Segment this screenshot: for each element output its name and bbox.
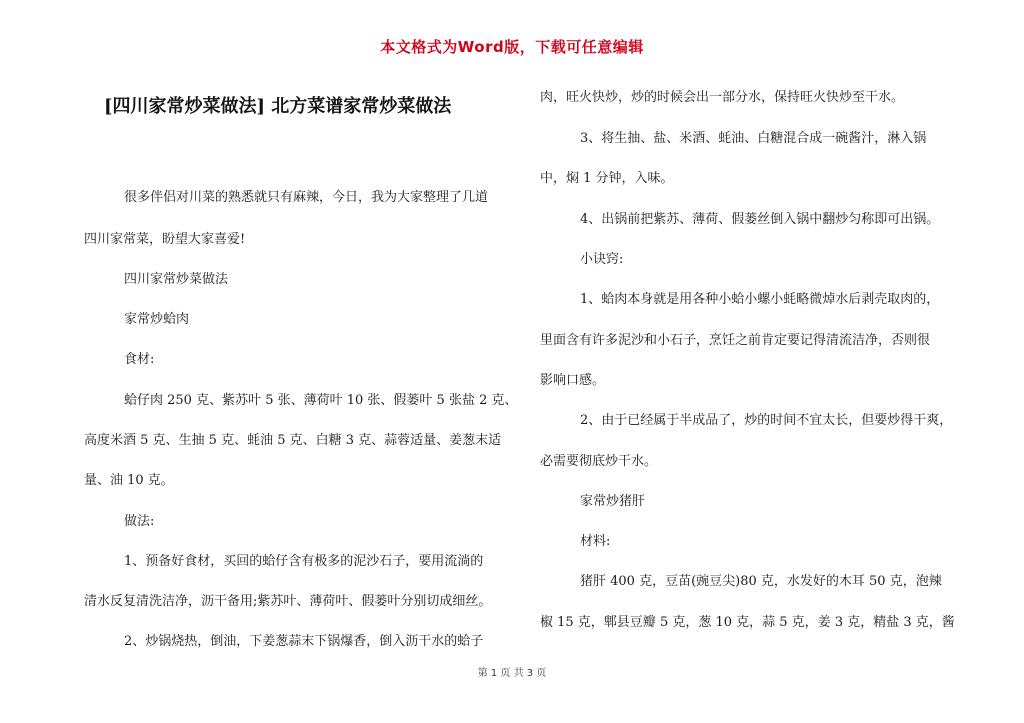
right-line-1: 肉，旺火快炒，炒的时候会出一部分水，保持旺火快炒至干水。 [540,90,905,105]
materials-label: 材料: [580,534,611,549]
right-line-7: 里面含有许多泥沙和小石子，烹饪之前肯定要记得清流洁净，否则很 [540,333,931,348]
left-line-12: 2、炒锅烧热，倒油，下姜葱蒜末下锅爆香，倒入沥干水的蛤子 [124,634,484,649]
right-line-2: 3、将生抽、盐、米酒、蚝油、白糖混合成一碗酱汁，淋入锅 [580,131,927,146]
right-line-6: 1、蛤肉本身就是用各种小蛤小螺小蚝略微焯水后剥壳取肉的， [580,292,940,307]
right-line-13: 猪肝 400 克，豆苗(豌豆尖)80 克，水发好的木耳 50 克，泡辣 [580,574,942,589]
left-line-11: 清水反复清洗洁净，沥干备用;紫苏叶、薄荷叶、假蒌叶分别切成细丝。 [84,594,492,609]
left-line-1: 很多伴侣对川菜的熟悉就只有麻辣，今日，我为大家整理了几道 [124,190,489,205]
left-line-8: 量、油 10 克。 [84,473,174,488]
left-line-10: 1、预备好食材，买回的蛤仔含有极多的泥沙石子，要用流淌的 [124,554,484,569]
section-heading-sichuan: 四川家常炒菜做法 [124,272,229,287]
right-line-4: 4、出锅前把紫苏、薄荷、假蒌丝倒入锅中翻炒匀称即可出锅。 [580,212,940,227]
page-number-footer: 第 1 页 共 3 页 [477,668,547,679]
document-title: [四川家常炒菜做法] 北方菜谱家常炒菜做法 [104,96,452,117]
tips-label: 小诀窍: [580,252,624,267]
method-label: 做法: [124,514,155,529]
recipe-title-pork-liver: 家常炒猪肝 [580,494,646,509]
right-line-14: 椒 15 克，郫县豆瓣 5 克，葱 10 克，蒜 5 克，姜 3 克，精盐 3 克，酱 [540,615,955,630]
recipe-title-clam: 家常炒蛤肉 [124,312,190,327]
left-line-2: 四川家常菜，盼望大家喜爱! [84,232,246,247]
ingredients-label: 食材: [124,352,155,367]
word-format-banner: 本文格式为Word版，下载可任意编辑 [380,38,644,56]
right-line-8: 影响口感。 [540,373,606,388]
right-line-9: 2、由于已经属于半成品了，炒的时间不宜太长，但要炒得干爽， [580,413,953,428]
left-line-6: 蛤仔肉 250 克、紫苏叶 5 张、薄荷叶 10 张、假蒌叶 5 张盐 2 克、 [124,393,518,408]
right-line-3: 中，焖 1 分钟，入味。 [540,171,674,186]
right-line-10: 必需要彻底炒干水。 [540,454,658,469]
left-line-7: 高度米酒 5 克、生抽 5 克、蚝油 5 克、白糖 3 克、蒜蓉适量、姜葱末适 [84,433,502,448]
